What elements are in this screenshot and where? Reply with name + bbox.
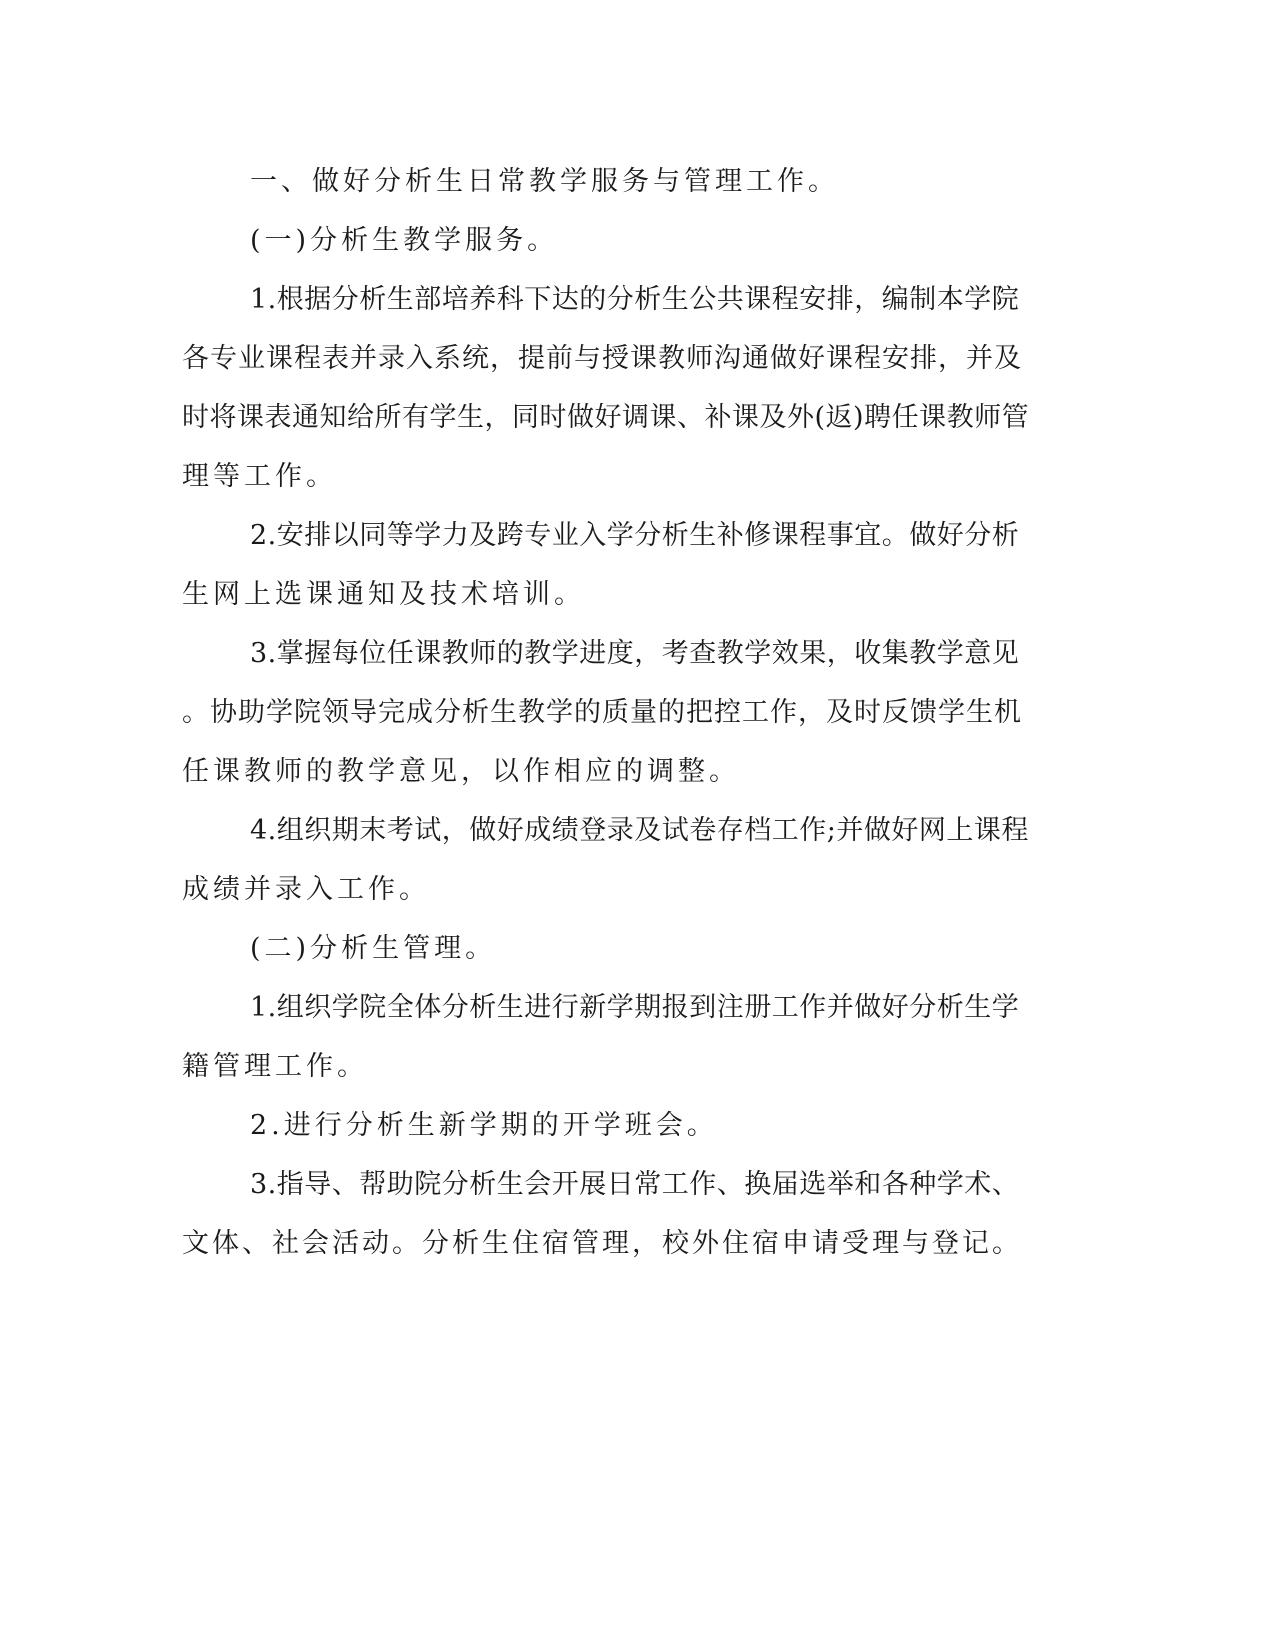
paragraph-line: 文体、社会活动。分析生住宿管理，校外住宿申请受理与登记。 xyxy=(182,1228,1022,1259)
document-body xyxy=(182,152,1032,1273)
paragraph-line: 时将课表通知给所有学生，同时做好调课、补课及外(返)聘任课教师管 xyxy=(182,402,1030,433)
paragraph-line: 各专业课程表并录入系统，提前与授课教师沟通做好课程安排，并及 xyxy=(182,343,1022,374)
subsection-heading: (一)分析生教学服务。 xyxy=(250,225,559,256)
paragraph-line: 1.根据分析生部培养科下达的分析生公共课程安排，编制本学院 xyxy=(250,284,1020,315)
paragraph-line: 3.指导、帮助院分析生会开展日常工作、换届选举和各种学术、 xyxy=(250,1169,1020,1200)
paragraph-line: 2.进行分析生新学期的开学班会。 xyxy=(250,1110,718,1141)
paragraph-line: 成绩并录入工作。 xyxy=(182,874,430,905)
paragraph-line: 任课教师的教学意见，以作相应的调整。 xyxy=(182,756,740,787)
paragraph-line: 2.安排以同等学力及跨专业入学分析生补修课程事宜。做好分析 xyxy=(250,520,1020,551)
paragraph-line: 3.掌握每位任课教师的教学进度，考查教学效果，收集教学意见 xyxy=(250,638,1020,669)
paragraph-line: 。协助学院领导完成分析生教学的质量的把控工作，及时反馈学生机 xyxy=(182,697,1022,728)
paragraph-line: 理等工作。 xyxy=(182,461,337,492)
paragraph-line: 1.组织学院全体分析生进行新学期报到注册工作并做好分析生学 xyxy=(250,992,1020,1023)
paragraph-line: 籍管理工作。 xyxy=(182,1051,368,1082)
subsection-heading: (二)分析生管理。 xyxy=(250,933,497,964)
paragraph-line: 生网上选课通知及技术培训。 xyxy=(182,579,585,610)
section-heading: 一、做好分析生日常教学服务与管理工作。 xyxy=(250,166,839,197)
paragraph-line: 4.组织期末考试，做好成绩登录及试卷存档工作;并做好网上课程 xyxy=(250,815,1029,846)
